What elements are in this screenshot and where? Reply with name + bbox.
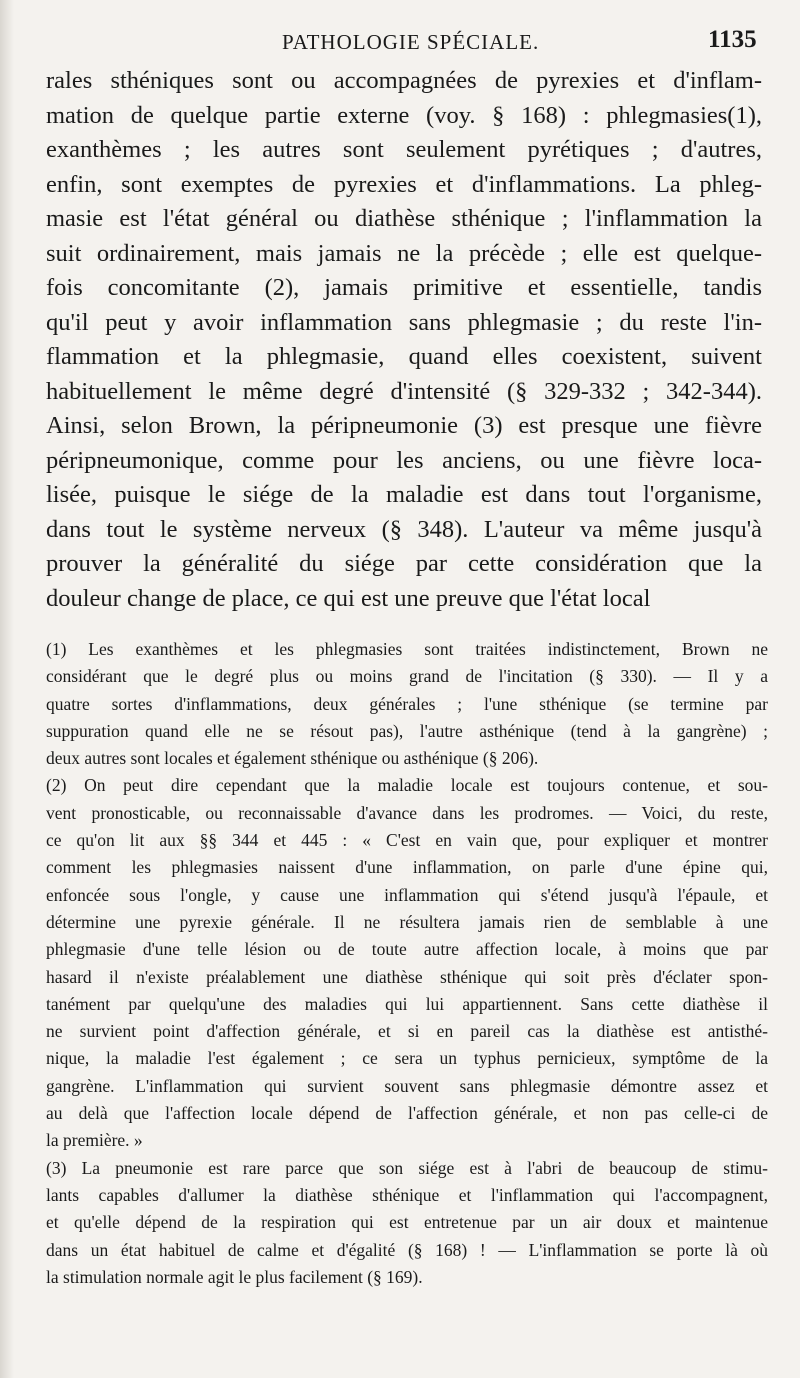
footnote-line: tanément par quelqu'une des maladies qui lui appartiennent. Sans cette diathèse il xyxy=(46,993,768,1014)
body-line: fois concomitante (2), jamais primitive et essentielle, tandis xyxy=(46,274,762,301)
footnote-line: ce qu'on lit aux §§ 344 et 445 : « C'est en vain que, pour expliquer et montrer xyxy=(46,830,768,851)
footnote-line: hasard il n'existe préalablement une diathèse sthénique qui soit près d'éclater spon- xyxy=(46,966,768,987)
footnote-line: considérant que le degré plus ou moins grand de l'incitation (§ 330). — Il y a xyxy=(46,666,768,687)
body-line: suit ordinairement, mais jamais ne la précède ; elle est quelque- xyxy=(46,239,762,267)
footnote-line: suppuration quand elle ne se résout pas), l'autre asthénique (tend à la gangrène) ; xyxy=(46,720,768,741)
body-line: exanthèmes ; les autres sont seulement pyrétiques ; d'autres, xyxy=(46,136,762,163)
page-number: 1135 xyxy=(708,26,757,53)
footnote-line: comment les phlegmasies naissent d'une inflammation, on parle d'une épine qui, xyxy=(46,857,768,878)
footnote-line: nique, la maladie l'est également ; ce sera un typhus pernicieux, symptôme de la xyxy=(46,1048,768,1069)
footnote-line: lants capables d'allumer la diathèse sthénique et l'inflammation qui l'accompagnent, xyxy=(46,1184,768,1205)
footnote-line: au delà que l'affection locale dépend de l'affection générale, et non pas celle-ci de xyxy=(46,1103,768,1124)
footnote-line: enfoncée sous l'ongle, y cause une inflammation qui s'étend jusqu'à l'épaule, et xyxy=(46,884,768,905)
body-line: Ainsi, selon Brown, la péripneumonie (3) est presque une fièvre xyxy=(46,412,762,439)
page-gutter-shadow xyxy=(0,0,14,1378)
footnotes xyxy=(46,636,768,1291)
footnote-line: la stimulation normale agit le plus facilement (§ 169). xyxy=(46,1266,423,1287)
body-line: péripneumonique, comme pour les anciens, ou une fièvre loca- xyxy=(46,446,762,474)
footnote-line: dans un état habituel de calme et d'égalité (§ 168) ! — L'inflammation se porte là où xyxy=(46,1239,768,1260)
footnote-line: et qu'elle dépend de la respiration qui est entretenue par un air doux et maintenue xyxy=(46,1212,768,1233)
body-line: masie est l'état général ou diathèse sthénique ; l'inflammation la xyxy=(46,205,762,232)
footnote-line: la première. » xyxy=(46,1130,143,1151)
body-line: qu'il peut y avoir inflammation sans phlegmasie ; du reste l'in- xyxy=(46,308,762,336)
body-line: rales sthéniques sont ou accompagnées de pyrexies et d'inflam- xyxy=(46,67,762,94)
footnote-line: ne survient point d'affection générale, et si en pareil cas la diathèse est antisthé- xyxy=(46,1021,768,1042)
footnote-line: gangrène. L'inflammation qui survient souvent sans phlegmasie démontre assez et xyxy=(46,1075,768,1096)
footnote-line: phlegmasie d'une telle lésion ou de toute autre affection locale, à moins que par xyxy=(46,939,768,960)
body-line: lisée, puisque le siége de la maladie est dans tout l'organisme, xyxy=(46,481,762,508)
footnote-line: (2) On peut dire cependant que la maladie locale est toujours contenue, et sou- xyxy=(46,775,768,796)
body-line: flammation et la phlegmasie, quand elles coexistent, suivent xyxy=(46,343,762,370)
body-line: dans tout le système nerveux (§ 348). L'auteur va même jusqu'à xyxy=(46,515,762,543)
main-text xyxy=(46,64,762,616)
body-line: mation de quelque partie externe (voy. § 168) : phlegmasies(1), xyxy=(46,101,762,129)
body-line: enfin, sont exemptes de pyrexies et d'inflammations. La phleg- xyxy=(46,170,762,198)
body-line: prouver la généralité du siége par cette considération que la xyxy=(46,550,762,577)
running-title: PATHOLOGIE SPÉCIALE. xyxy=(282,30,540,54)
footnote-line: détermine une pyrexie générale. Il ne résultera jamais rien de semblable à une xyxy=(46,911,768,932)
body-line: douleur change de place, ce qui est une preuve que l'état local xyxy=(46,584,651,612)
footnote-line: (3) La pneumonie est rare parce que son siége est à l'abri de beaucoup de stimu- xyxy=(46,1157,768,1178)
footnote-line: quatre sortes d'inflammations, deux générales ; l'une sthénique (se termine par xyxy=(46,693,768,714)
page-header xyxy=(0,26,800,62)
footnote-line: vent pronosticable, ou reconnaissable d'avance dans les prodromes. — Voici, du reste, xyxy=(46,802,768,823)
footnote-line: deux autres sont locales et également sthénique ou asthénique (§ 206). xyxy=(46,748,539,769)
body-line: habituellement le même degré d'intensité (§ 329-332 ; 342-344). xyxy=(46,377,762,405)
footnote-line: (1) Les exanthèmes et les phlegmasies sont traitées indistinctement, Brown ne xyxy=(46,639,768,659)
